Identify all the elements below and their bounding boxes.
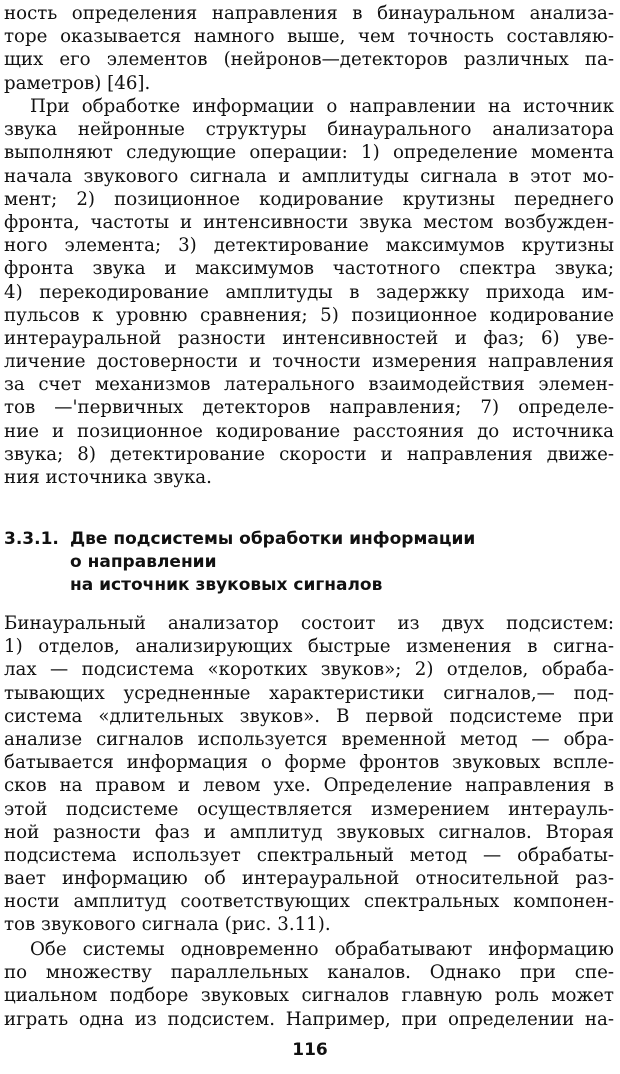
text-line: лах — подсистема «коротких звуков»; 2) отделов, обраба- [4,659,614,681]
text-line: ной разности фаз и амплитуд звуковых сигналов. Вторая [4,821,614,843]
text-line: 1) отделов, анализирующих быстрые изменения в сигна- [4,636,614,658]
text-line: пульсов к уровню сравнения; 5) позиционное кодирование [4,304,614,326]
text-line: мент; 2) позиционное кодирование крутизны переднего [4,188,614,210]
heading-text: о направлении [70,552,217,572]
text-line: батывается информация о форме фронтов звуковых вспле- [4,752,614,774]
text-line: ного элемента; 3) детектирование максимумов крутизны [4,235,614,257]
paragraph-operations [4,95,614,489]
text-line: Обе системы одновременно обрабатывают информацию [30,939,614,960]
text-line: играть одна из подсистем. Например, при определении на- [4,1008,614,1030]
text-line: звука нейронные структуры бинаурального анализатора [4,119,614,141]
text-line: личение достоверности и точности измерения направления [4,351,614,373]
heading-line [4,551,614,574]
section-number: 3.3.1. [4,529,59,549]
text-line: фронта звука и максимумов частотного спектра звука; [4,258,614,280]
text-line: фронта, частоты и интенсивности звука местом возбужден- [4,211,614,233]
paragraph-subsystems [4,612,614,937]
text-line: звука; 8) детектирование скорости и направления движе- [4,443,614,465]
text-line: подсистема использует спектральный метод — обрабаты- [4,844,614,866]
text-line: тов звукового сигнала (рис. 3.11). [4,914,331,936]
heading-text: Две подсистемы обработки информации [70,529,476,549]
text-line: тов —'первичных детекторов направления; 7) определе- [4,397,614,419]
text-line: начала звукового сигнала и амплитуды сигнала в этот мо- [4,165,614,187]
text-line: этой подсистеме осуществляется измерением интерауль- [4,798,614,820]
heading-line [4,574,614,597]
text-line: циальном подборе звуковых сигналов главную роль может [4,985,614,1007]
text-line: сков на правом и левом ухе. Определение направления в [4,775,614,797]
text-line: раметров) [46]. [4,72,151,94]
text-line: вает информацию об интерауральной относительной раз- [4,868,614,890]
text-line: выполняют следующие операции: 1) определение момента [4,142,614,164]
text-line: система «длительных звуков». В первой подсистеме при [4,705,614,727]
text-line: ние и позиционное кодирование расстояния до источника [4,420,614,442]
text-line: щих его элементов (нейронов—детекторов различных па- [4,49,614,71]
text-line: торе оказывается намного выше, чем точность составляю- [4,26,614,48]
heading-text: на источник звуковых сигналов [70,575,383,595]
text-line: 4) перекодирование амплитуды в задержку прихода им- [4,281,614,303]
heading-line [4,528,614,551]
text-line: ния источника звука. [4,467,212,488]
page-number: 116 [292,1040,328,1060]
paragraph-parallel-channels [4,938,614,1031]
text-line: Бинауральный анализатор состоит из двух подсистем: [4,613,614,634]
text-line: При обработке информации о направлении на источник [30,96,614,117]
paragraph-continued [4,2,614,95]
text-line: анализе сигналов используется временной метод — обра- [4,728,614,750]
text-line: тывающих усредненные характеристики сигналов,— под- [4,682,614,704]
text-line: интерауральной разности интенсивностей и фаз; 6) уве- [4,327,614,349]
text-line: по множеству параллельных каналов. Однако при спе- [4,962,614,984]
section-heading [4,528,614,597]
text-line: ность определения направления в бинауральном анализа- [4,3,614,24]
text-line: за счет механизмов латерального взаимодействия элемен- [4,374,614,396]
text-line: ности амплитуд соответствующих спектральных компонен- [4,891,614,913]
